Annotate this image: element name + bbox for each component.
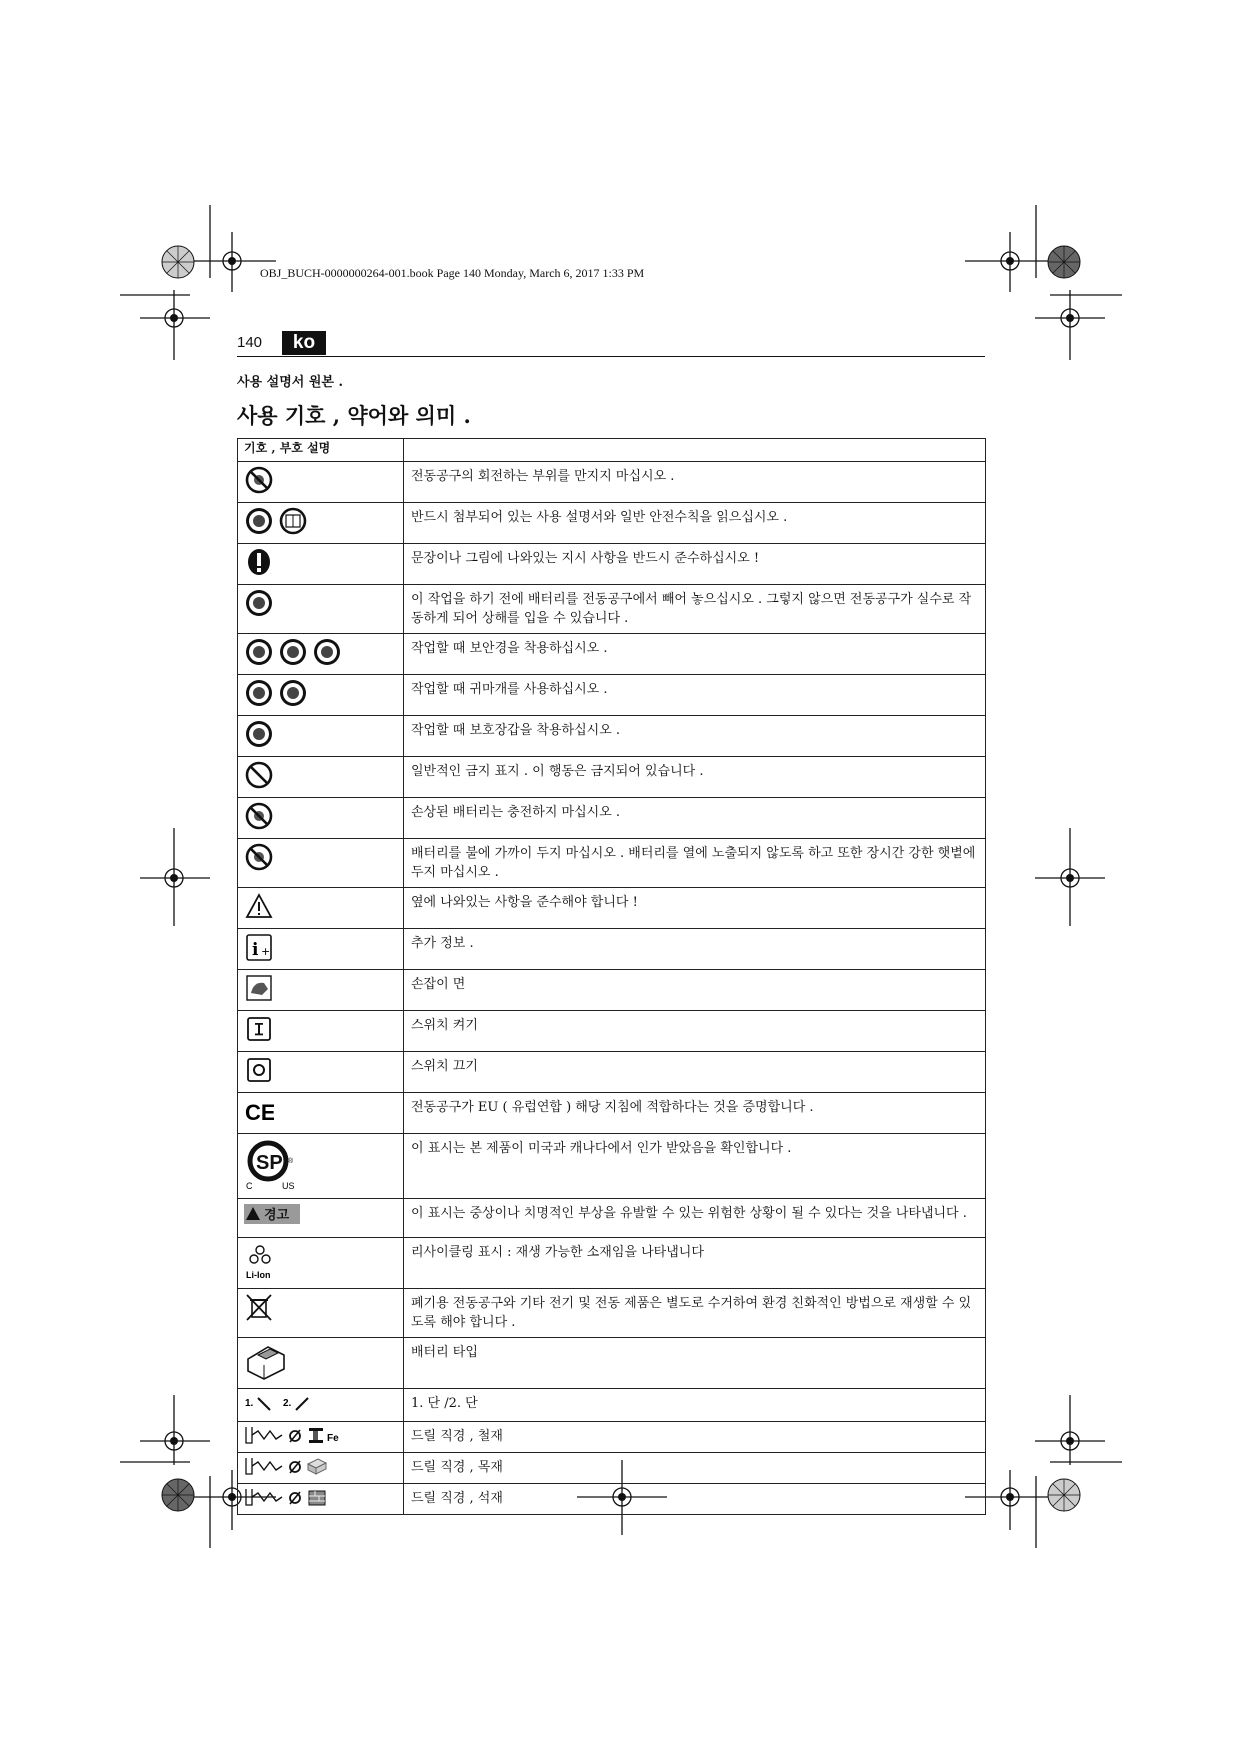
description-cell: 반드시 첨부되어 있는 사용 설명서와 일반 안전수칙을 읽으십시오 . — [404, 503, 986, 544]
symbol-cell — [238, 1289, 404, 1338]
description-cell: 스위치 끄기 — [404, 1052, 986, 1093]
description-cell: 전동공구의 회전하는 부위를 만지지 마십시오 . — [404, 462, 986, 503]
description-cell: 배터리를 불에 가까이 두지 마십시오 . 배터리를 열에 노출되지 않도록 하고 또한 장시간 강한 햇볕에 두지 마십시오 . — [404, 839, 986, 888]
no-charge-damaged-battery-icon — [244, 801, 274, 835]
table-row — [238, 1389, 986, 1422]
page-number: 140 — [237, 334, 263, 351]
crossed-bin-icon — [244, 1292, 274, 1326]
table-row — [238, 970, 986, 1011]
description-cell: 손상된 배터리는 충전하지 마십시오 . — [404, 798, 986, 839]
exclamation-icon — [244, 547, 274, 581]
symbol-cell — [238, 675, 404, 716]
hand-grip-icon — [244, 973, 274, 1007]
table-header-blank — [404, 439, 986, 462]
table-row — [238, 1093, 986, 1134]
description-cell: 이 작업을 하기 전에 배터리를 전동공구에서 빼어 놓으십시오 . 그렇지 않으면 전동공구가 실수로 작동하게 되어 상해를 입을 수 있습니다 . — [404, 585, 986, 634]
symbol-cell — [238, 1093, 404, 1134]
description-cell: 작업할 때 보안경을 착용하십시오 . — [404, 634, 986, 675]
table-row — [238, 1484, 986, 1515]
svg-text:Fe: Fe — [327, 1433, 339, 1444]
description-cell: 1. 단 /2. 단 — [404, 1389, 986, 1422]
symbol-cell — [238, 888, 404, 929]
table-row — [238, 1011, 986, 1052]
switch-off-icon — [244, 1055, 274, 1089]
symbol-cell — [238, 1338, 404, 1389]
svg-text:i: i — [252, 940, 259, 960]
ear-protection-icon — [278, 678, 308, 712]
drill-bit-icon — [244, 1487, 284, 1511]
file-header: OBJ_BUCH-0000000264-001.book Page 140 Monday, March 6, 2017 1:33 PM — [260, 266, 645, 280]
table-row — [238, 634, 986, 675]
symbol-cell — [238, 634, 404, 675]
table-row — [238, 798, 986, 839]
description-cell: 드릴 직경 , 석재 — [404, 1484, 986, 1515]
table-row — [238, 503, 986, 544]
svg-text:경고: 경고 — [264, 1208, 290, 1223]
gear-2-icon — [282, 1392, 316, 1418]
switch-on-icon — [244, 1014, 274, 1048]
description-cell: 이 표시는 중상이나 치명적인 부상을 유발할 수 있는 위험한 상황이 될 수 있다는 것을 나타냅니다 . — [404, 1199, 986, 1238]
warning-triangle-icon — [244, 891, 274, 925]
ear-muffs-icon — [244, 678, 274, 712]
description-cell: 드릴 직경 , 철재 — [404, 1422, 986, 1453]
svg-text:C: C — [246, 1181, 253, 1191]
symbol-cell — [238, 970, 404, 1011]
goggles-icon — [244, 637, 274, 671]
symbols-table — [237, 438, 986, 1515]
table-header: 기호 , 부호 설명 — [238, 439, 404, 462]
csa-us-mark-icon — [244, 1137, 302, 1195]
table-row — [238, 585, 986, 634]
table-row — [238, 1422, 986, 1453]
svg-text:1.: 1. — [245, 1398, 254, 1409]
description-cell: 이 표시는 본 제품이 미국과 캐나다에서 인가 받았음을 확인합니다 . — [404, 1134, 986, 1199]
symbol-cell — [238, 1199, 404, 1238]
read-manual-icon — [244, 506, 274, 540]
description-cell: 리사이클링 표시 : 재생 가능한 소재임을 나타냅니다 — [404, 1238, 986, 1289]
table-header-row — [238, 439, 986, 462]
table-row — [238, 716, 986, 757]
book-icon — [278, 506, 308, 540]
description-cell: 드릴 직경 , 목재 — [404, 1453, 986, 1484]
symbol-cell — [238, 757, 404, 798]
battery-type-icon — [244, 1341, 288, 1385]
description-cell: 작업할 때 보호장갑을 착용하십시오 . — [404, 716, 986, 757]
symbol-cell — [238, 798, 404, 839]
table-row — [238, 929, 986, 970]
svg-text:+: + — [261, 945, 271, 958]
subtitle: 사용 설명서 원본 . — [237, 375, 344, 390]
description-cell: 작업할 때 귀마개를 사용하십시오 . — [404, 675, 986, 716]
description-cell: 추가 정보 . — [404, 929, 986, 970]
table-row — [238, 1453, 986, 1484]
description-cell: 일반적인 금지 표지 . 이 행동은 금지되어 있습니다 . — [404, 757, 986, 798]
table-row — [238, 675, 986, 716]
info-plus-icon — [244, 932, 274, 966]
table-row — [238, 1134, 986, 1199]
symbol-cell — [238, 1052, 404, 1093]
symbol-cell — [238, 1238, 404, 1289]
table-row — [238, 1338, 986, 1389]
remove-battery-icon — [244, 588, 274, 622]
svg-text:Li-Ion: Li-Ion — [246, 1270, 271, 1280]
ce-mark-icon — [244, 1096, 274, 1130]
svg-text:SP: SP — [256, 1152, 283, 1174]
drill-bit-icon — [244, 1425, 284, 1449]
symbol-cell — [238, 1422, 404, 1453]
symbol-cell — [238, 929, 404, 970]
symbol-cell — [238, 544, 404, 585]
diameter-icon — [288, 1487, 302, 1511]
svg-text:US: US — [282, 1181, 295, 1191]
table-row — [238, 1052, 986, 1093]
steel-icon — [306, 1425, 346, 1449]
description-cell: 전동공구가 EU ( 유럽연합 ) 해당 지침에 적합하다는 것을 증명합니다 . — [404, 1093, 986, 1134]
description-cell: 배터리 타입 — [404, 1338, 986, 1389]
table-row — [238, 544, 986, 585]
page-title: 사용 기호 , 약어와 의미 . — [237, 403, 471, 428]
diameter-icon — [288, 1456, 302, 1480]
table-row — [238, 1238, 986, 1289]
table-row — [238, 1289, 986, 1338]
symbol-cell — [238, 716, 404, 757]
gear-1-icon — [244, 1392, 278, 1418]
prohibited-icon — [244, 760, 274, 794]
symbol-cell — [238, 503, 404, 544]
drill-bit-icon — [244, 1456, 284, 1480]
glasses-icon — [312, 637, 342, 671]
description-cell: 손잡이 면 — [404, 970, 986, 1011]
symbol-cell — [238, 1134, 404, 1199]
symbol-cell — [238, 1484, 404, 1515]
symbol-cell — [238, 462, 404, 503]
wood-icon — [306, 1456, 328, 1480]
svg-text:2.: 2. — [283, 1398, 292, 1409]
table-row — [238, 757, 986, 798]
diameter-icon — [288, 1425, 302, 1449]
warning-badge-icon — [244, 1202, 300, 1230]
description-cell: 문장이나 그림에 나와있는 지시 사항을 반드시 준수하십시오 ! — [404, 544, 986, 585]
svg-text:CE: CE — [245, 1100, 274, 1125]
table-row — [238, 839, 986, 888]
svg-text:®: ® — [288, 1158, 294, 1165]
description-cell: 옆에 나와있는 사항을 준수해야 합니다 ! — [404, 888, 986, 929]
symbol-cell — [238, 1453, 404, 1484]
header-rule — [237, 356, 985, 357]
recycling-li-ion-icon — [244, 1241, 278, 1285]
table-row — [238, 462, 986, 503]
symbol-cell — [238, 585, 404, 634]
no-touch-rotating-icon — [244, 465, 274, 499]
symbol-cell — [238, 1389, 404, 1422]
symbol-cell — [238, 1011, 404, 1052]
symbol-cell — [238, 839, 404, 888]
table-row — [238, 1199, 986, 1238]
no-fire-battery-icon — [244, 842, 274, 876]
table-row — [238, 888, 986, 929]
language-badge: ko — [282, 331, 326, 355]
masonry-icon — [306, 1487, 328, 1511]
face-shield-icon — [278, 637, 308, 671]
description-cell: 폐기용 전동공구와 기타 전기 및 전동 제품은 별도로 수거하여 환경 친화적인 방법으로 재생할 수 있도록 해야 합니다 . — [404, 1289, 986, 1338]
gloves-icon — [244, 719, 274, 753]
description-cell: 스위치 켜기 — [404, 1011, 986, 1052]
